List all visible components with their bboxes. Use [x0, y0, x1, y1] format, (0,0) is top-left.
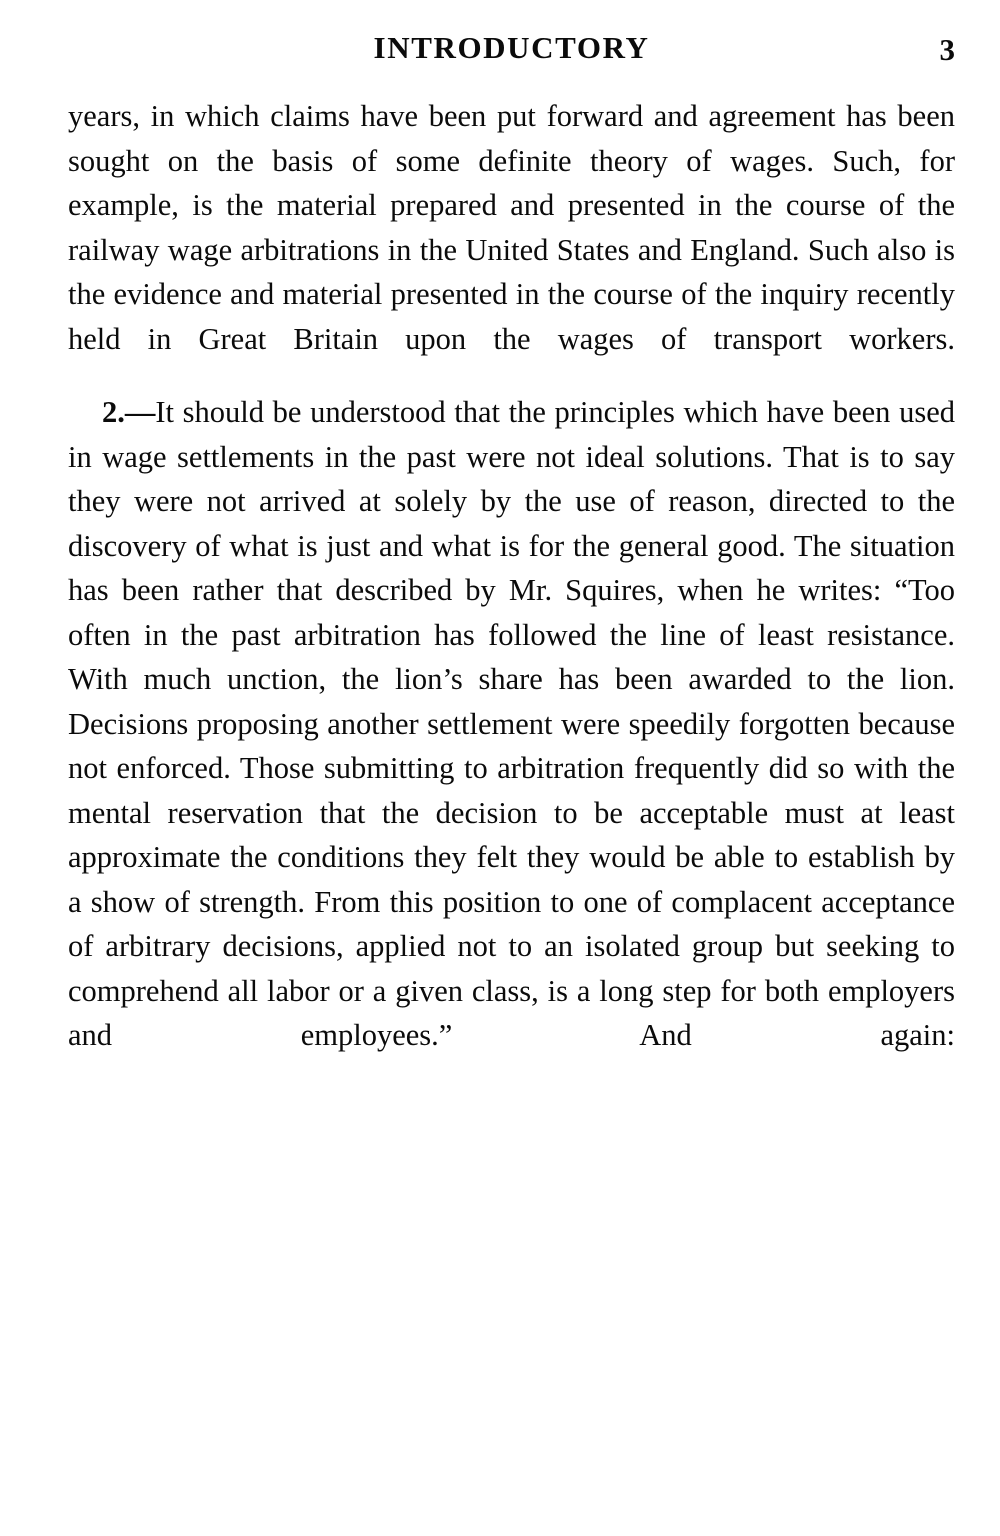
section-2-text: It should be understood that the principles which have been used in wage settlements in the past were not ideal solutions. That is to say they were not arrived at solely by the use of reason, directed to the discovery of what is just and what is for the general good. The situation has been rather that described by Mr. Squires, when he writes: “Too often in the past arbitration has followed the line of least resistance. With much unction, the lion’s share has been awarded to the lion. Decisions proposing another settlement were speedily forgotten because not enforced. Those submitting to arbitration frequently did so with the mental reservation that the decision to be acceptable must at least approximate the conditions they felt they would be able to establish by a show of strength. From this position to one of complacent acceptance of arbitrary decisions, applied not to an isolated group but seeking to comprehend all labor or a given class, is a long step for both employers and employees.” And again: [68, 395, 955, 1052]
paragraph-section-2 [68, 390, 955, 1058]
body-text [68, 94, 955, 1058]
page-number: 3 [939, 32, 955, 67]
section-number: 2.— [102, 395, 156, 429]
paragraph-continued: years, in which claims have been put forward and agreement has been sought on the basis of some definite theory of wages. Such, for example, is the material prepared and presented in the course of the railway wage arbitrations in the United States and England. Such also is the evidence and material presented in the course of the inquiry recently held in Great Britain upon the wages of transport workers. [68, 99, 955, 356]
page-header-title: INTRODUCTORY [373, 30, 650, 65]
running-head [68, 30, 955, 84]
